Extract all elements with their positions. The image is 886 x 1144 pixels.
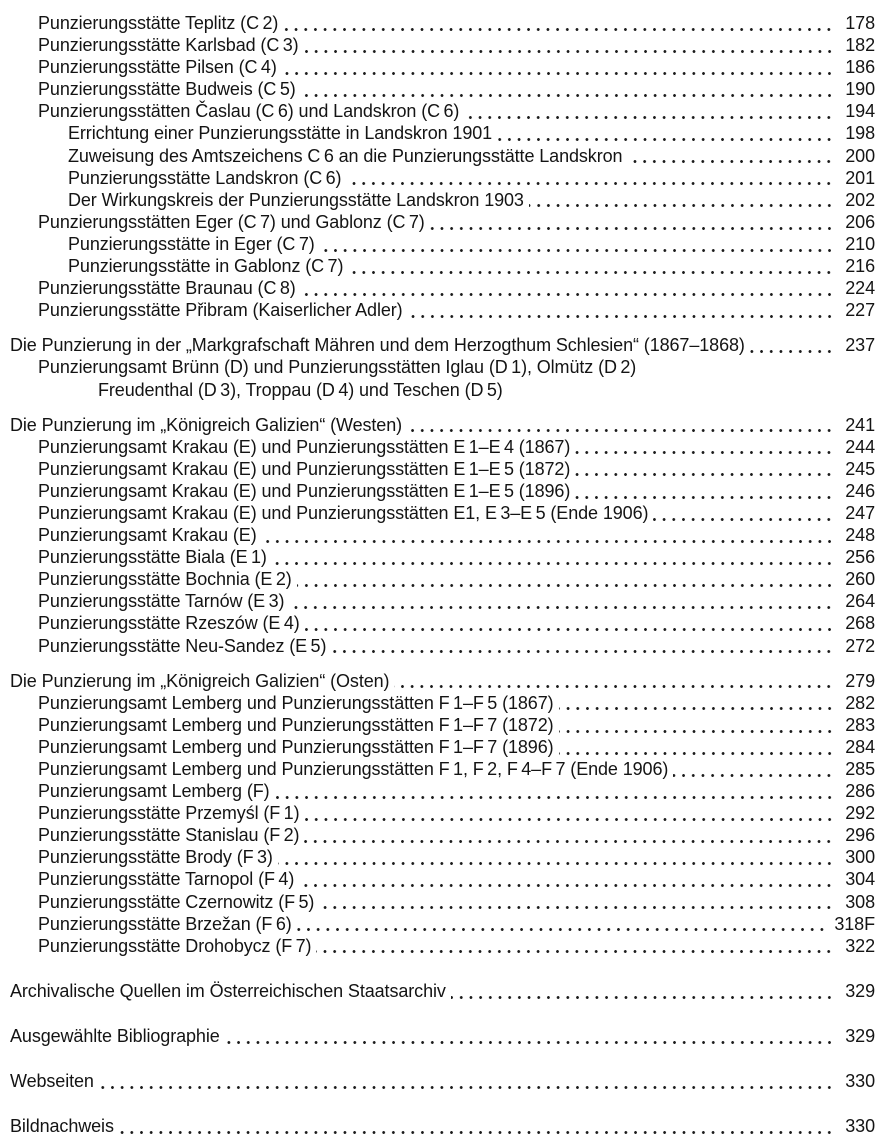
toc-entry-label: Punzierungsamt Lemberg und Punzierungsstätten F 1–F 7 (1896) xyxy=(38,736,554,757)
toc-entry xyxy=(10,255,875,277)
toc-entry xyxy=(10,78,875,100)
toc-entry-label: Ausgewählte Bibliographie xyxy=(10,1025,220,1046)
dot-leader xyxy=(348,255,835,277)
page-number: 330 xyxy=(845,1071,875,1092)
toc-entry xyxy=(10,145,875,167)
dot-leader xyxy=(673,758,835,780)
toc-entry xyxy=(10,277,875,299)
toc-entry xyxy=(10,590,875,612)
dot-leader xyxy=(559,736,835,758)
toc-entry xyxy=(10,736,875,758)
toc-entry xyxy=(10,846,875,868)
page-number: 329 xyxy=(845,980,875,1001)
dot-leader xyxy=(305,612,835,634)
toc-entry-label: Punzierungsstätte Neu-Sandez (E 5) xyxy=(38,635,327,656)
toc-entry-label: Punzierungsstätte Stanislau (F 2) xyxy=(38,825,300,846)
dot-leader xyxy=(297,913,828,935)
toc-entry-label: Punzierungsstätte Czernowitz (F 5) xyxy=(38,891,315,912)
toc-entry xyxy=(10,546,875,568)
dot-leader xyxy=(305,802,836,824)
dot-leader xyxy=(99,1070,835,1092)
toc-entry xyxy=(10,122,875,144)
page-number: 329 xyxy=(845,1025,875,1046)
page-number: 248 xyxy=(845,525,875,546)
dot-leader xyxy=(289,590,835,612)
toc-entry xyxy=(10,913,875,935)
toc-entry xyxy=(10,233,875,255)
toc-entry-label: Punzierungsamt Lemberg und Punzierungsstätten F 1–F 5 (1867) xyxy=(38,692,554,713)
dot-leader xyxy=(225,1025,835,1047)
dot-leader xyxy=(119,1115,835,1137)
toc-entry-label: Punzierungsstätten Eger (C 7) und Gablonz (C 7) xyxy=(38,211,425,232)
dot-leader xyxy=(575,480,835,502)
toc-entry-label: Webseiten xyxy=(10,1071,94,1092)
toc-entry-label: Zuweisung des Amtszeichens C 6 an die Punzierungsstätte Landskron xyxy=(68,145,623,166)
dot-leader xyxy=(559,714,835,736)
page-number: 322 xyxy=(845,935,875,956)
page-number: 296 xyxy=(845,825,875,846)
toc-entry xyxy=(10,379,875,401)
toc-entry-label: Punzierungsamt Lemberg und Punzierungsstätten F 1, F 2, F 4–F 7 (Ende 1906) xyxy=(38,759,669,779)
toc-entry-label: Punzierungsamt Krakau (E) und Punzierungsstätten E 1–E 4 (1867) xyxy=(38,436,571,457)
toc-entry xyxy=(10,356,875,378)
dot-leader xyxy=(575,458,835,480)
page-number: 224 xyxy=(845,278,875,299)
toc-entry xyxy=(10,34,875,56)
dot-leader xyxy=(275,780,836,802)
toc-entry-label: Errichtung einer Punzierungsstätte in Landskron 1901 xyxy=(68,123,493,144)
page-number: 206 xyxy=(845,211,875,232)
dot-leader xyxy=(559,692,835,714)
dot-leader xyxy=(272,546,835,568)
toc-entry xyxy=(10,299,875,321)
dot-leader xyxy=(304,824,835,846)
toc-entry-label: Punzierungsstätte Karlsbad (C 3) xyxy=(38,35,299,56)
toc-entry xyxy=(10,1070,875,1092)
page-number: 247 xyxy=(845,502,875,523)
toc-entry xyxy=(10,980,875,1002)
toc-entry xyxy=(10,100,875,122)
toc-entry xyxy=(10,414,875,436)
page-number: 279 xyxy=(845,670,875,691)
toc-entry xyxy=(10,480,875,502)
toc-entry-label: Bildnachweis xyxy=(10,1116,114,1137)
page-number: 284 xyxy=(845,736,875,757)
toc-entry xyxy=(10,211,875,233)
toc-entry-label: Punzierungsamt Lemberg (F) xyxy=(38,781,270,802)
toc-entry xyxy=(10,1025,875,1047)
toc-entry-label: Punzierungsstätte Přibram (Kaiserlicher Adler) xyxy=(38,300,403,321)
page-number: 194 xyxy=(845,101,875,122)
toc-entry-label: Punzierungsstätte in Gablonz (C 7) xyxy=(68,256,344,277)
dot-leader xyxy=(319,891,835,913)
dot-leader xyxy=(299,868,835,890)
toc-entry-label: Archivalische Quellen im Österreichischen Staatsarchiv xyxy=(10,980,446,1001)
toc-entry-label: Punzierungsstätte Brody (F 3) xyxy=(38,847,273,868)
table-of-contents xyxy=(10,12,875,1137)
dot-leader xyxy=(278,846,835,868)
page-number: 245 xyxy=(845,458,875,479)
page-number: 246 xyxy=(845,480,875,501)
toc-entry xyxy=(10,56,875,78)
dot-leader xyxy=(346,167,835,189)
page-number: 241 xyxy=(845,414,875,435)
page-number: 244 xyxy=(845,436,875,457)
toc-entry-label: Punzierungsamt Krakau (E) und Punzierungsstätten E1, E 3–E 5 (Ende 1906) xyxy=(38,502,649,523)
toc-entry-label: Punzierungsamt Krakau (E) und Punzierungsstätten E 1–E 5 (1872) xyxy=(38,458,571,479)
page-number: 304 xyxy=(845,869,875,890)
dot-leader xyxy=(627,145,835,167)
dot-leader xyxy=(529,189,835,211)
page-number: 286 xyxy=(845,781,875,802)
page-number: 268 xyxy=(845,613,875,634)
dot-leader xyxy=(304,34,835,56)
dot-leader xyxy=(331,635,835,657)
page-number: 318F xyxy=(834,913,875,934)
dot-leader xyxy=(282,56,835,78)
page-number: 190 xyxy=(845,79,875,100)
dot-leader xyxy=(575,436,835,458)
page-number: 256 xyxy=(845,547,875,568)
page-number: 283 xyxy=(845,714,875,735)
dot-leader xyxy=(451,980,835,1002)
toc-entry-label: Punzierungsstätte Pilsen (C 4) xyxy=(38,57,277,78)
dot-leader xyxy=(301,277,835,299)
toc-entry-label: Punzierungsstätte Tarnów (E 3) xyxy=(38,591,285,612)
toc-entry-label: Punzierungsstätte Rzeszów (E 4) xyxy=(38,613,300,634)
dot-leader xyxy=(408,299,835,321)
dot-leader xyxy=(407,414,835,436)
toc-entry-label: Punzierungsstätte Budweis (C 5) xyxy=(38,79,296,100)
toc-entry-label: Punzierungsstätte Bochnia (E 2) xyxy=(38,569,292,590)
dot-leader xyxy=(430,211,835,233)
toc-entry xyxy=(10,524,875,546)
toc-entry-label: Punzierungsstätte Teplitz (C 2) xyxy=(38,13,279,33)
page-number: 272 xyxy=(845,635,875,656)
toc-entry-label: Der Wirkungskreis der Punzierungsstätte Landskron 1903 xyxy=(68,189,524,210)
dot-leader xyxy=(283,12,835,34)
toc-entry xyxy=(10,635,875,657)
toc-entry xyxy=(10,824,875,846)
toc-entry xyxy=(10,868,875,890)
toc-entry-label: Punzierungsstätte Drohobycz (F 7) xyxy=(38,935,312,956)
toc-entry-label: Die Punzierung im „Königreich Galizien“ (Osten) xyxy=(10,670,390,691)
toc-entry xyxy=(10,568,875,590)
toc-entry xyxy=(10,935,875,957)
page-number: 264 xyxy=(845,591,875,612)
page-number: 330 xyxy=(845,1116,875,1137)
toc-entry-label: Freudenthal (D 3), Troppau (D 4) und Teschen (D 5) xyxy=(98,379,503,400)
toc-entry-label: Punzierungsstätte in Eger (C 7) xyxy=(68,233,315,254)
toc-entry-label: Punzierungsamt Lemberg und Punzierungsstätten F 1–F 7 (1872) xyxy=(38,714,554,735)
toc-entry-label: Punzierungsstätte Brzežan (F 6) xyxy=(38,913,292,934)
toc-entry-label: Die Punzierung in der „Markgrafschaft Mähren und dem Herzogthum Schlesien“ (1867–1868) xyxy=(10,335,745,356)
toc-entry-label: Punzierungsamt Krakau (E) xyxy=(38,525,257,546)
toc-entry-label: Punzierungsstätte Przemyśl (F 1) xyxy=(38,803,300,824)
toc-entry xyxy=(10,436,875,458)
toc-entry xyxy=(10,714,875,736)
toc-entry xyxy=(10,692,875,714)
page-number: 200 xyxy=(845,145,875,166)
dot-leader xyxy=(301,78,835,100)
toc-entry xyxy=(10,189,875,211)
dot-leader xyxy=(320,233,835,255)
toc-entry-label: Punzierungsstätte Braunau (C 8) xyxy=(38,278,296,299)
page-number: 260 xyxy=(845,569,875,590)
toc-entry-label: Punzierungsstätte Tarnopol (F 4) xyxy=(38,869,295,890)
toc-entry xyxy=(10,802,875,824)
toc-entry xyxy=(10,612,875,634)
toc-entry xyxy=(10,891,875,913)
toc-entry-label: Punzierungsamt Brünn (D) und Punzierungsstätten Iglau (D 1), Olmütz (D 2) xyxy=(38,357,637,378)
page-number: 201 xyxy=(845,167,875,188)
page-number: 300 xyxy=(845,847,875,868)
page-number: 186 xyxy=(845,57,875,78)
toc-entry xyxy=(10,458,875,480)
toc-entry-label: Punzierungsstätte Landskron (C 6) xyxy=(68,167,342,188)
page-number: 227 xyxy=(845,300,875,321)
page-number: 202 xyxy=(845,189,875,210)
page-number: 178 xyxy=(845,13,875,33)
dot-leader xyxy=(394,670,835,692)
toc-entry-label: Punzierungsamt Krakau (E) und Punzierungsstätten E 1–E 5 (1896) xyxy=(38,480,571,501)
toc-entry xyxy=(10,780,875,802)
toc-entry-label: Punzierungsstätte Biala (E 1) xyxy=(38,547,267,568)
dot-leader xyxy=(316,935,835,957)
dot-leader xyxy=(750,334,835,356)
toc-entry-label: Die Punzierung im „Königreich Galizien“ (Westen) xyxy=(10,414,403,435)
page-number: 198 xyxy=(845,123,875,144)
toc-entry xyxy=(10,502,875,524)
page-number: 292 xyxy=(845,803,875,824)
toc-entry xyxy=(10,670,875,692)
dot-leader xyxy=(497,122,835,144)
toc-entry xyxy=(10,334,875,356)
dot-leader xyxy=(297,568,835,590)
page-number: 210 xyxy=(845,233,875,254)
page-number: 216 xyxy=(845,256,875,277)
toc-entry xyxy=(10,1115,875,1137)
toc-entry xyxy=(10,167,875,189)
toc-entry xyxy=(10,12,875,34)
toc-entry xyxy=(10,758,875,780)
dot-leader xyxy=(262,524,835,546)
page-number: 308 xyxy=(845,891,875,912)
page-number: 182 xyxy=(845,35,875,56)
page-number: 285 xyxy=(845,759,875,779)
page-number: 237 xyxy=(845,335,875,356)
page-number: 282 xyxy=(845,692,875,713)
dot-leader xyxy=(464,100,835,122)
dot-leader xyxy=(653,502,835,524)
toc-entry-label: Punzierungsstätten Časlau (C 6) und Landskron (C 6) xyxy=(38,101,460,122)
